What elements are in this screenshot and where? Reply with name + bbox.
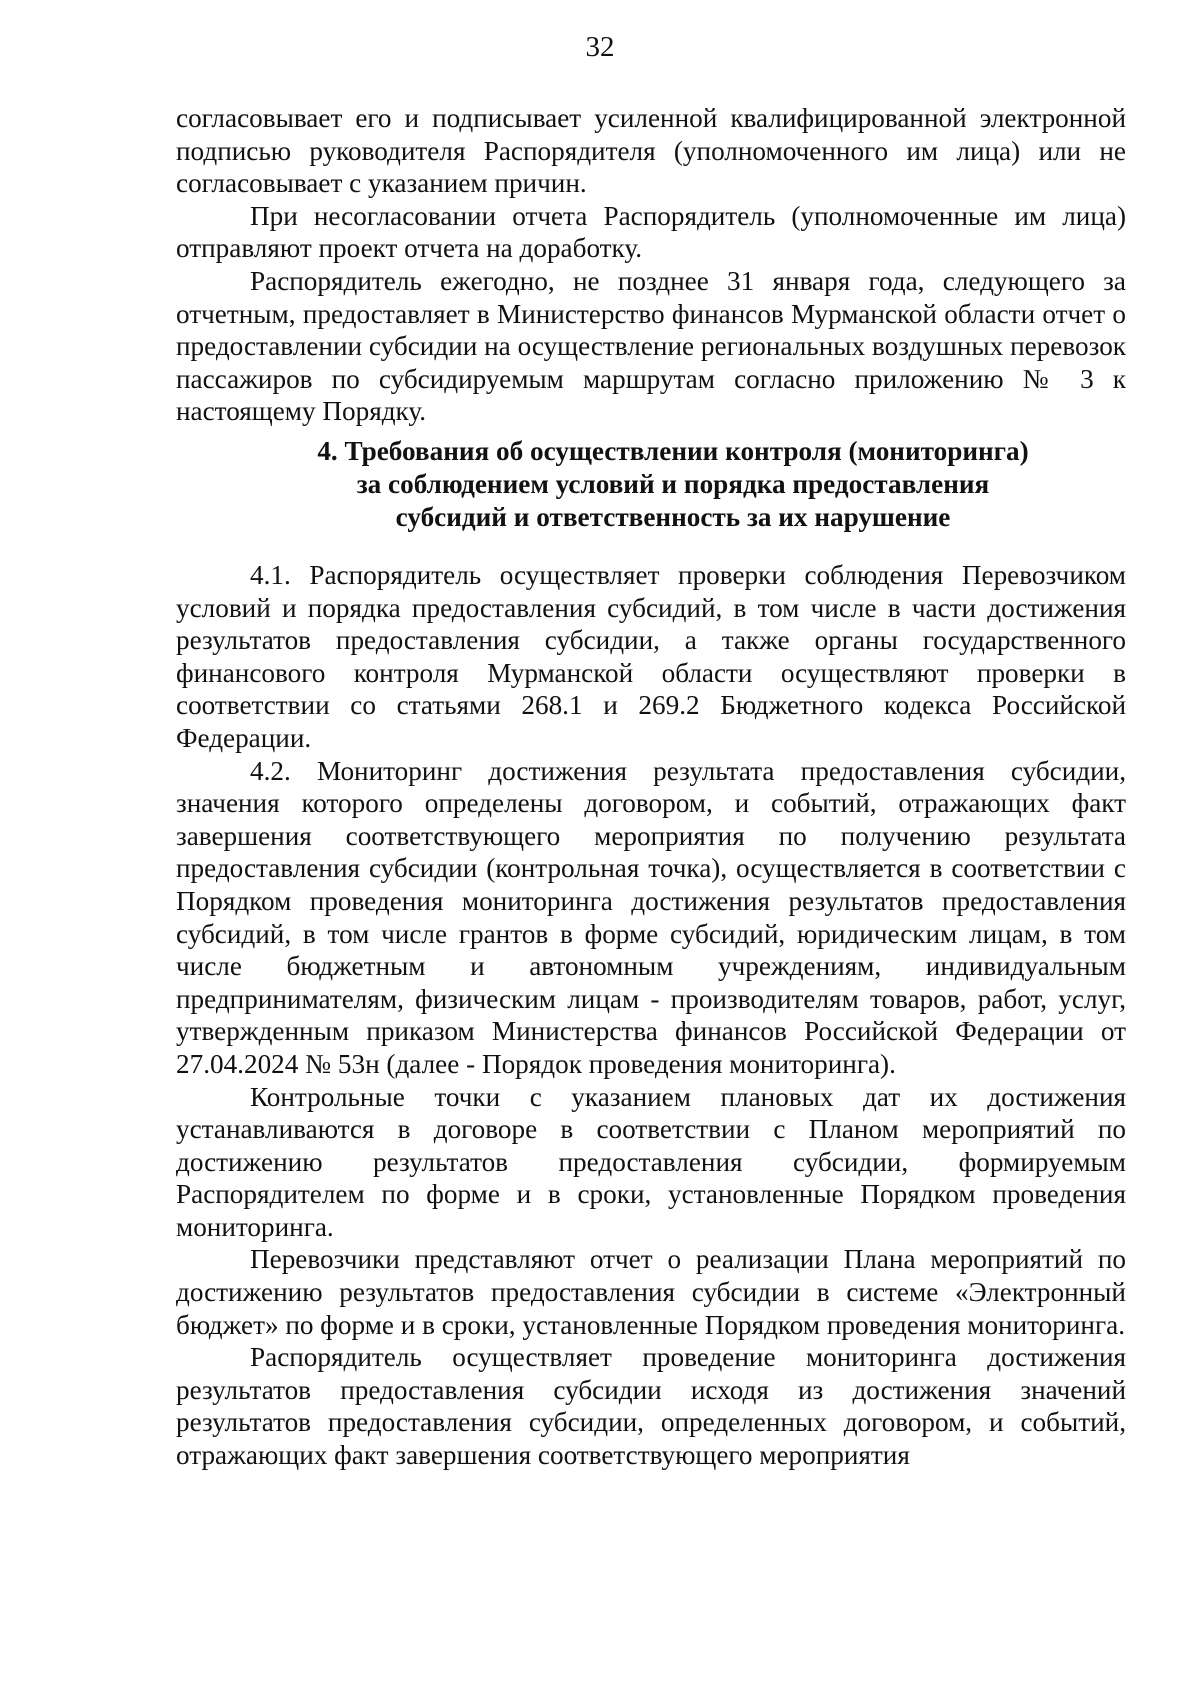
paragraph-carrier-report: Перевозчики представляют отчет о реализации Плана мероприятий по достижению результатов предоставления субсидии в системе «Электронный бюджет» по форме и в сроки, установленные Порядком проведения мониторинга. bbox=[176, 1244, 1126, 1340]
section-heading bbox=[176, 435, 1126, 534]
paragraph-report-rework: При несогласовании отчета Распорядитель (уполномоченные им лица) отправляют проект отчета на доработку. bbox=[176, 200, 1126, 264]
section-heading-line-1: 4. Требования об осуществлении контроля (мониторинга) bbox=[317, 436, 1029, 466]
text-block-section-4 bbox=[176, 559, 1126, 1472]
page-number: 32 bbox=[585, 31, 615, 63]
paragraph-annual-report: Распорядитель ежегодно, не позднее 31 января года, следующего за отчетным, предоставляет в Министерство финансов Мурманской области отчет о предоставлении субсидии на осуществление региональных воздушных перевозок пассажиров по субсидируемым маршрутам согласно приложению № 3 к настоящему Порядку. bbox=[176, 265, 1126, 427]
section-heading-line-2: за соблюдением условий и порядка предоставления bbox=[356, 469, 990, 499]
section-heading-line-3: субсидий и ответственность за их нарушение bbox=[395, 502, 951, 532]
paragraph-4-2: 4.2. Мониторинг достижения результата предоставления субсидии, значения которого определены договором, и событий, отражающих факт завершения соответствующего мероприятия по получению результата предоставления субсидии (контрольная точка), осуществляется в соответствии с Порядком проведения мониторинга достижения результатов предоставления субсидий, в том числе грантов в форме субсидий, юридическим лицам, в том числе бюджетным и автономным учреждениям, индивидуальным предпринимателям, физическим лицам - производителям товаров, работ, услуг, утвержденным приказом Министерства финансов Российской Федерации от 27.04.2024 № 53н (далее - Порядок проведения мониторинга). bbox=[176, 755, 1126, 1079]
paragraph-monitoring: Распорядитель осуществляет проведение мониторинга достижения результатов предоставления субсидии исходя из достижения значений результатов предоставления субсидии, определенных договором, и событий, отражающих факт завершения соответствующего мероприятия bbox=[176, 1342, 1126, 1471]
text-block-top bbox=[176, 102, 1126, 428]
paragraph-approval-continuation: согласовывает его и подписывает усиленной квалифицированной электронной подписью руководителя Распорядителя (уполномоченного им лица) или не согласовывает с указанием причин. bbox=[176, 103, 1126, 199]
paragraph-control-points: Контрольные точки с указанием плановых дат их достижения устанавливаются в договоре в соответствии с Планом мероприятий по достижению результатов предоставления субсидии, формируемым Распорядителем по форме и в сроки, установленные Порядком проведения мониторинга. bbox=[176, 1081, 1126, 1242]
paragraph-4-1: 4.1. Распорядитель осуществляет проверки соблюдения Перевозчиком условий и порядка предоставления субсидий, в том числе в части достижения результатов предоставления субсидии, а также органы государственного финансового контроля Мурманской области осуществляют проверки в соответствии со статьями 268.1 и 269.2 Бюджетного кодекса Российской Федерации. bbox=[176, 560, 1126, 753]
